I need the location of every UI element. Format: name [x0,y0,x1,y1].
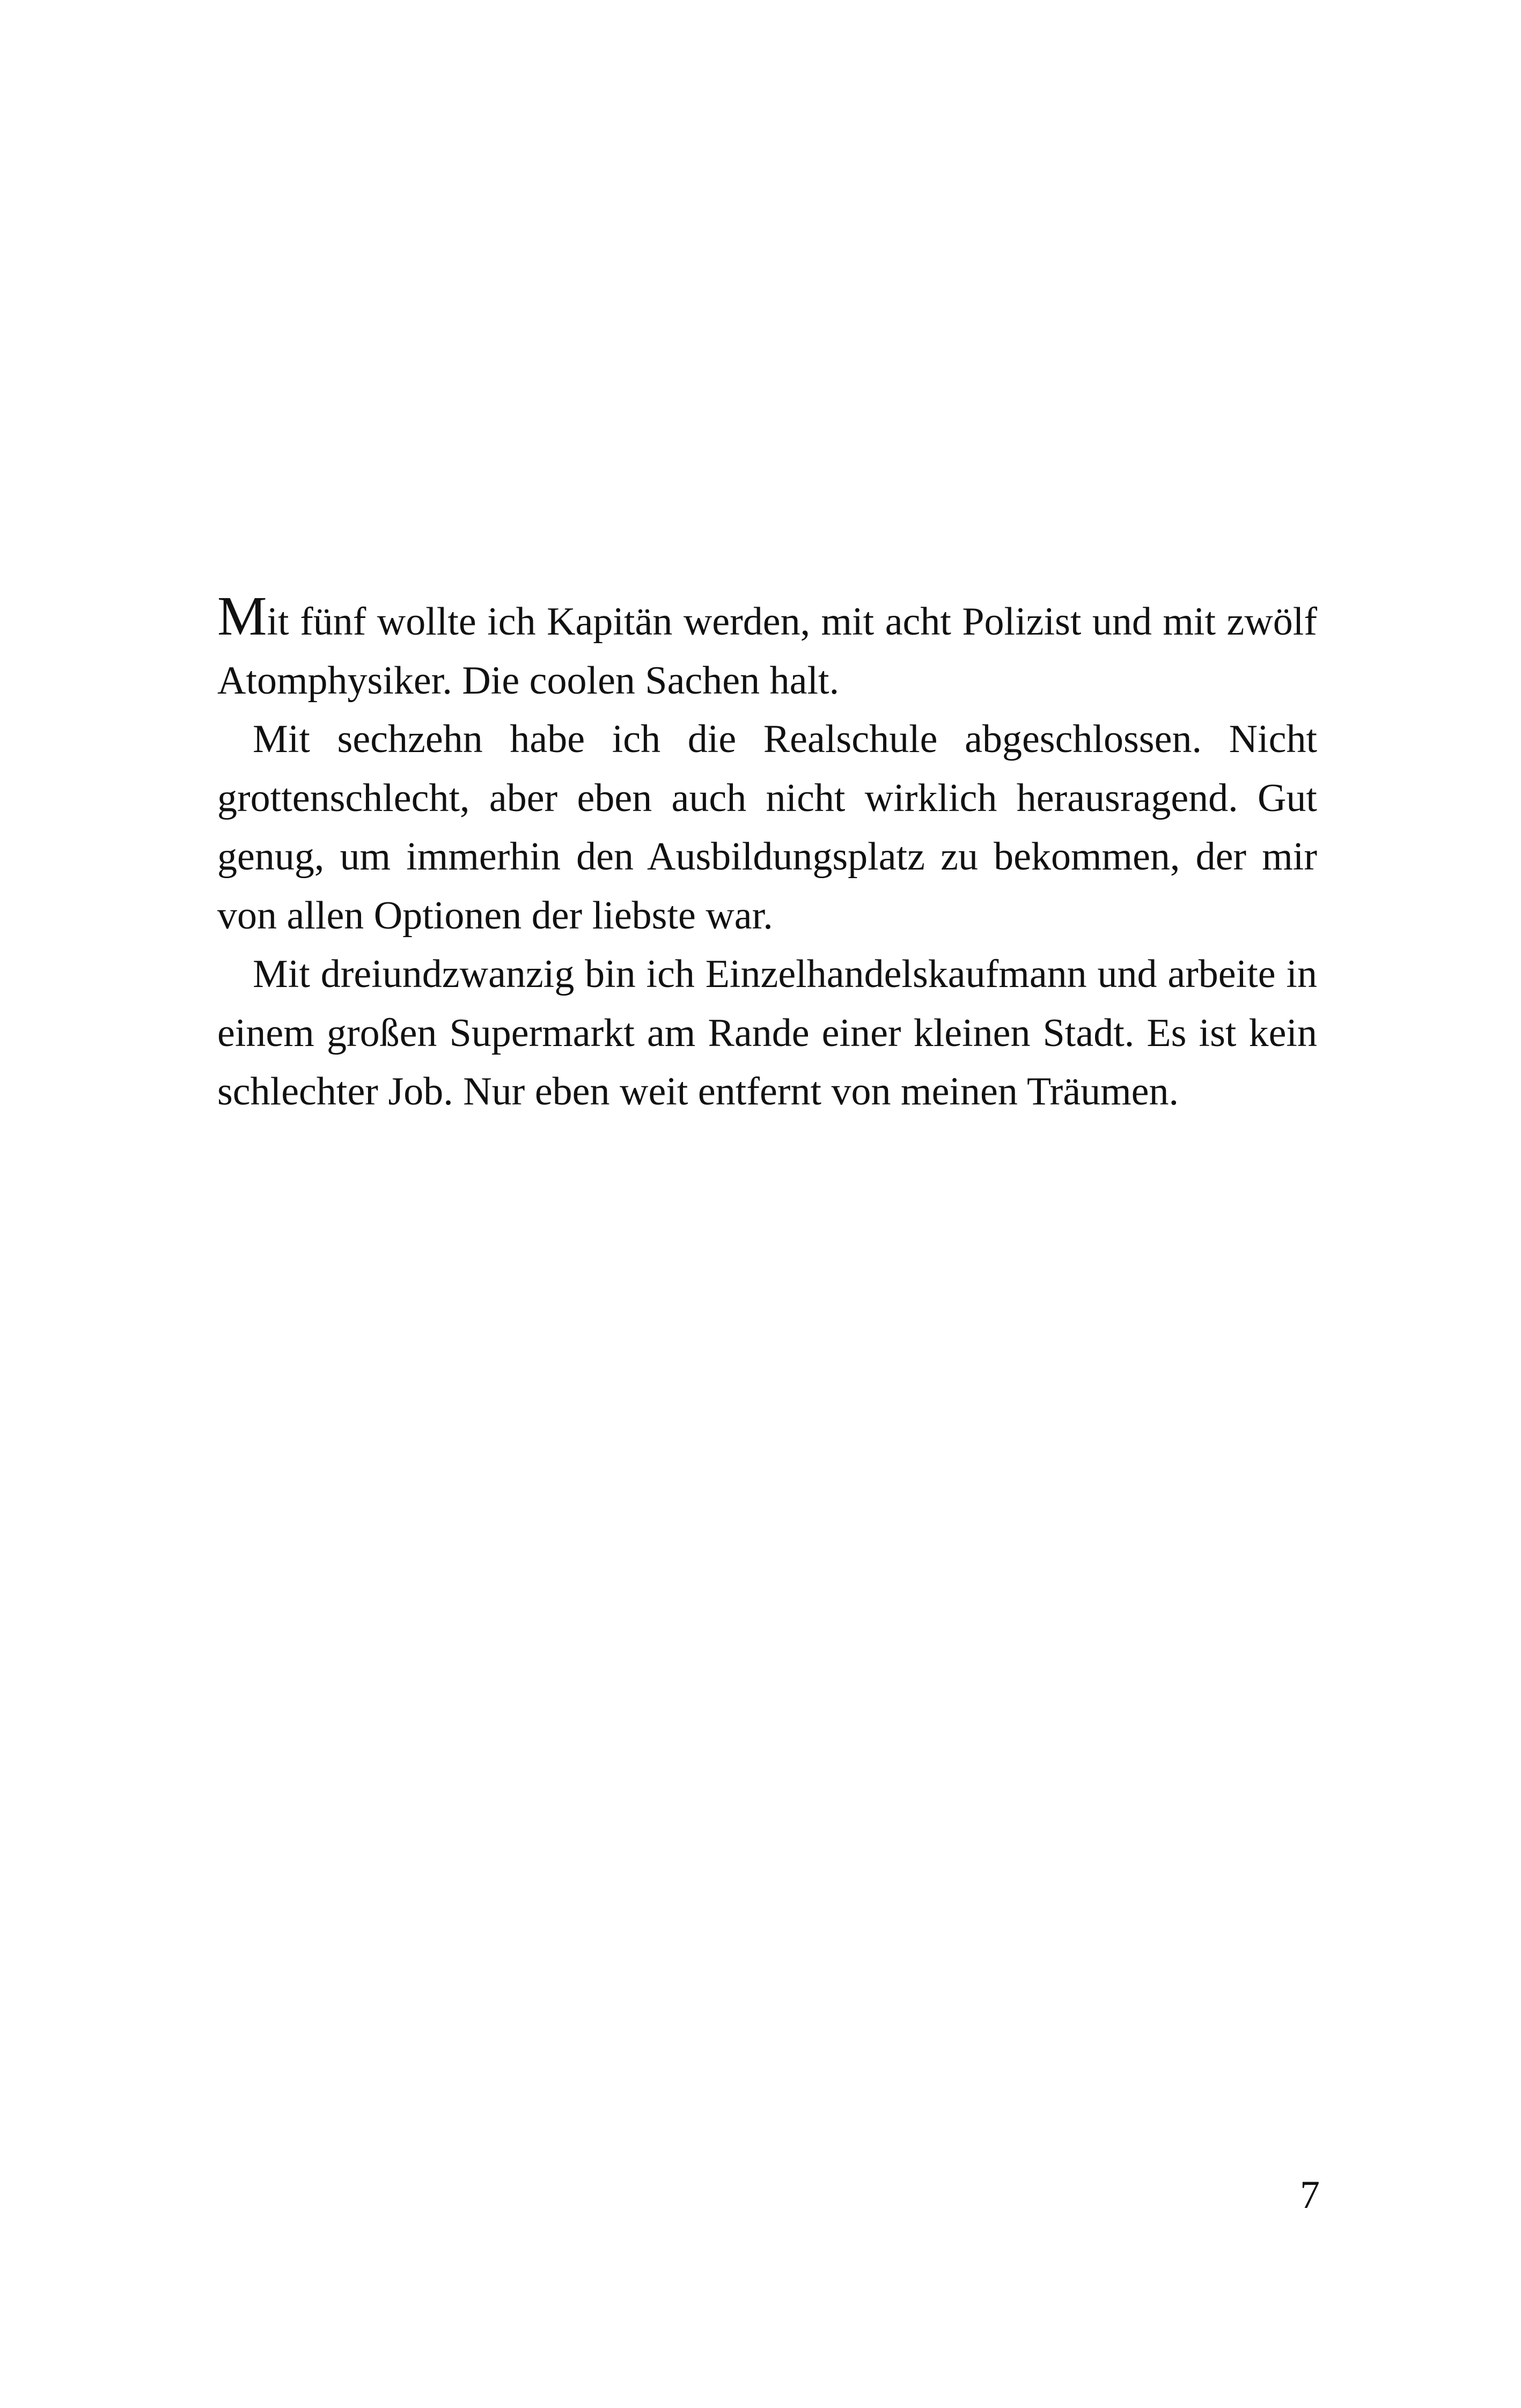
paragraph-3: Mit dreiundzwanzig bin ich Einzelhandelskaufmann und arbeite in einem großen Supermarkt am Rande einer kleinen Stadt. Es ist kein schlechter Job. Nur eben weit entfernt von meinen Träumen. [217,952,1317,1114]
paragraph-2: Mit sechzehn habe ich die Realschule abgeschlossen. Nicht grottenschlecht, aber eben auch nicht wirklich herausragend. Gut genug, um immerhin den Ausbildungsplatz zu bekommen, der mir von allen Optionen der liebste war. [217,717,1317,938]
page-number: 7 [1300,2173,1320,2217]
paragraph-1 [217,585,1317,710]
body-text [217,585,1317,1122]
paragraph-1-text: it fünf wollte ich Kapitän werden, mit acht Polizist und mit zwölf Atomphysiker. Die coolen Sachen halt. [217,600,1317,703]
drop-initial: M [217,585,267,647]
